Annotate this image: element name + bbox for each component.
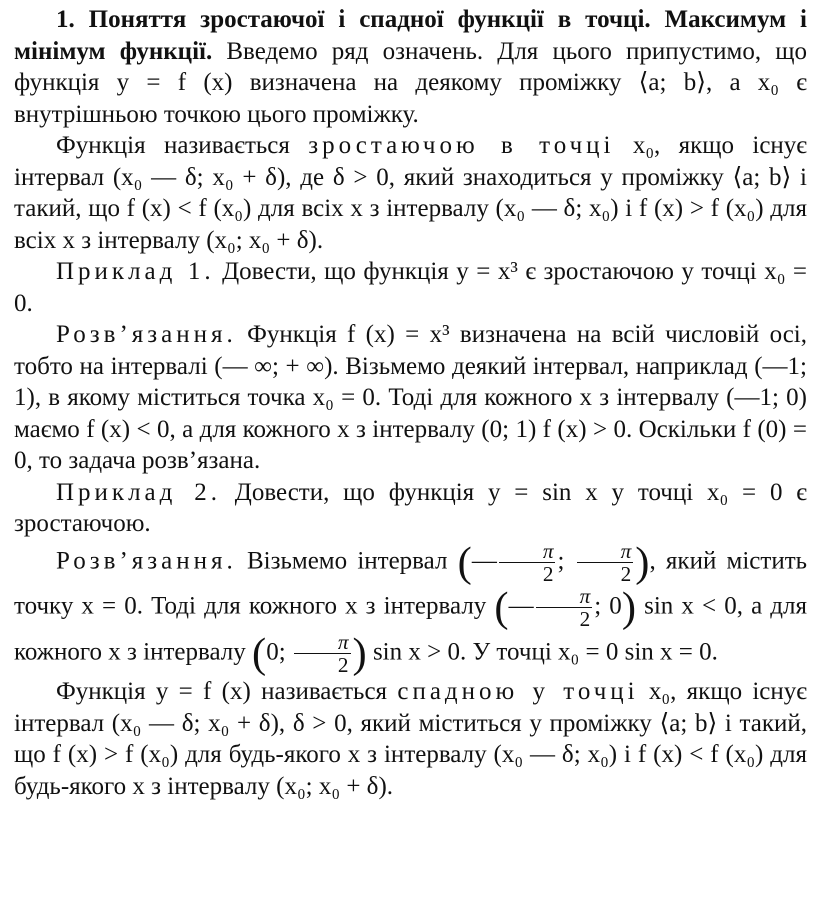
example2-paragraph [14,477,807,540]
open-paren: ( [252,629,267,677]
fraction-pi-over-2 [577,540,634,586]
decreasing-definition-text: x₀, якщо існує інтервал (x₀ — δ; x₀ + δ), δ > 0, який міститься у проміжку ⟨a; b⟩ і такий, що f (x) > f (x₀) для будь-якого x з інтервалу (x₀ — δ; x₀) і f (x) < f (x₀) для будь-якого x з інтервалу (x₀; x₀ + δ). [14,678,808,800]
solution1-label: Розв’язання. [56,321,237,348]
fraction-numerator: π [499,540,556,563]
solution2-label: Розв’язання. [56,547,237,575]
section-intro-paragraph [14,4,807,130]
example2-text: Довести, що функція y = sin x у точці x₀ = 0 є зростаючою. [14,478,808,537]
close-paren: ) [621,584,636,632]
decreasing-definition-pre: Функція y = f (x) називається [56,678,388,706]
fraction-pi-over-2 [536,585,593,631]
solution2-part2: який містить точку x = 0. Тоді для кожного x з інтервалу [14,547,808,620]
fraction-numerator: π [536,585,593,608]
solution2-part3: sin x < 0, а для кожного x з інтервалу [14,592,808,666]
close-paren: ) [352,629,367,677]
decreasing-definition-paragraph [14,676,807,802]
example1-text: Довести, що функція y = x³ є зростаючою у точці x₀ = 0. [14,258,808,317]
increasing-definition-term: зростаючою в точці [308,132,615,159]
section-heading: Поняття зростаючої і спадної функції в точці. Максимум і мінімум функції. [14,6,807,65]
open-paren: ( [457,538,472,586]
fraction-pi-over-2 [499,540,556,586]
fraction-denominator: 2 [579,607,591,632]
decreasing-definition-term: спадною у точці [397,678,639,706]
solution1-paragraph [14,319,807,477]
increasing-definition-pre: Функція називається [56,132,290,159]
close-paren: ) [635,538,650,586]
fraction-numerator: π [294,631,351,654]
increasing-definition-paragraph [14,130,807,256]
example1-paragraph [14,256,807,319]
fraction-denominator: 2 [542,561,554,586]
open-paren: ( [494,584,509,632]
solution2-part4: sin x > 0. У точці x₀ = 0 sin x = 0. [372,638,718,666]
solution2-paragraph: Розв’язання. Візьмемо інтервал (— $\frac{\pi}{2}$ ; $\frac{\pi}{2}$ ), який містить точку x = 0. Тоді для кожного x з інтервалу (— $\frac{\pi}{2}$ ; 0) sin x < 0, а для кожного x з інтервалу (0; $\frac{\pi}{2}$ ) sin x > 0. У точці x₀ = 0 sin x = 0. [14,538,808,678]
example1-label: Приклад 1. [56,258,215,285]
fraction-denominator: 2 [337,653,349,678]
section-number: 1. [56,6,75,33]
fraction-numerator: π [577,540,634,563]
fraction-denominator: 2 [620,561,632,586]
fraction-pi-over-2 [294,631,351,677]
increasing-definition-text: x₀, якщо існує інтервал (x₀ — δ; x₀ + δ), де δ > 0, який знаходиться у проміжку ⟨a; b⟩ і такий, що f (x) < f (x₀) для всіх x з інтервалу (x₀ — δ; x₀) і f (x) > f (x₀) для всіх x з інтервалу (x₀; x₀ + δ). [14,132,808,254]
example2-label: Приклад 2. [56,478,221,506]
section-intro: Введемо ряд означень. Для цього припустимо, що функція y = f (x) визначена на деякому проміжку ⟨a; b⟩, a x₀ є внутрішньою точкою цього проміжку. [14,37,807,128]
solution2-part1: Візьмемо інтервал [246,547,448,575]
solution1-text: Функція f (x) = x³ визначена на всій числовій осі, тобто на інтервалі (— ∞; + ∞). Візьмемо деякий інтервал, наприклад (—1; 1), в якому міститься точка x₀ = 0. Тоді для кожного x з інтервалу (—1; 0) маємо f (x) < 0, а для кожного x з інтервалу (0; 1) f (x) > 0. Оскільки f (0) = 0, то задача розв’язана. [14,321,808,474]
